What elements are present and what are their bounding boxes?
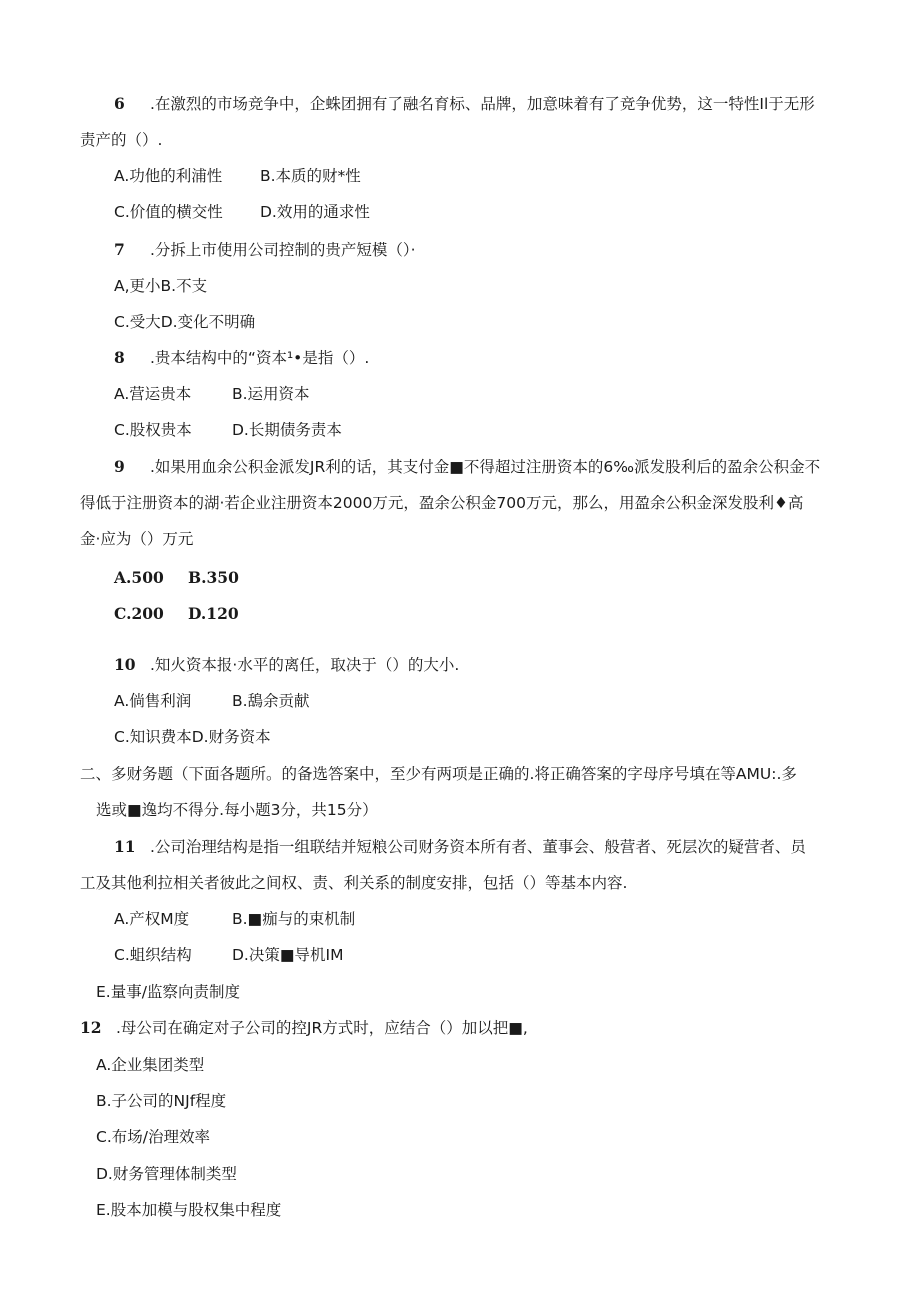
question-text: .在激烈的市场竞争中，企蛛团拥有了融名育标、品牌，加意味着有了竞争优势，这一特性Il于无形 <box>150 95 815 113</box>
question-11-option-e: E.量事/监察向责制度 <box>96 983 240 1001</box>
question-9-option-d: D.120 <box>188 604 239 623</box>
question-9-option-a: A.500 <box>114 568 164 587</box>
question-10-options-cd: C.知识费本D.财务资本 <box>114 728 271 746</box>
question-10-option-b: B.鴰余贡献 <box>232 692 310 710</box>
question-9-line-2: 得低于注册资本的湖·若企业注册资本2000万元，盈余公积金700万元，那么，用盈余公积金深发股利♦高 <box>80 494 804 512</box>
question-text: .公司治理结构是指一组联结并短粮公司财务资本所有者、董事会、般营者、死层次的疑营者、员 <box>150 838 806 856</box>
question-8-option-d: D.长期债务责本 <box>232 421 342 439</box>
question-6-option-d: D.效用的通求性 <box>260 203 370 221</box>
question-number: 11 <box>114 837 136 856</box>
question-8-option-c: C.股权贵本 <box>114 421 192 439</box>
question-10-line-1 <box>114 655 459 675</box>
question-9-option-b: B.350 <box>188 568 239 587</box>
section-2-heading-line-1: 二、多财务题（下面各题所。的备选答案中，至少有两项是正确的.将正确答案的字母序号填在等AMU:.多 <box>80 765 797 783</box>
question-11-line-1 <box>114 837 806 857</box>
question-11-line-2: 工及其他利拉相关者彼此之间权、责、利关系的制度安排，包括（）等基本内容. <box>80 874 628 892</box>
question-12-option-e: E.股本加模与股权集中程度 <box>96 1201 282 1219</box>
question-12-option-b: B.子公司的NJf程度 <box>96 1092 227 1110</box>
question-9-line-1 <box>114 457 820 477</box>
question-text: .知火资本报·水平的离任，取决于（）的大小. <box>150 656 460 674</box>
question-9-line-3: 金·应为（）万元 <box>80 530 194 548</box>
question-number: 8 <box>114 348 125 367</box>
question-text: .如果用血余公积金派发JR利的话，其支付金■不得超过注册资本的6‰派发股利后的盈余公积金不 <box>150 458 821 476</box>
question-6-option-c: C.价值的横交性 <box>114 203 223 221</box>
question-6-option-b: B.本质的财*性 <box>260 167 361 185</box>
question-12-option-c: C.布场/治理效率 <box>96 1128 210 1146</box>
question-8-option-a: A.营运贵本 <box>114 385 192 403</box>
question-11-option-a: A.产权M度 <box>114 910 190 928</box>
question-8-line-1 <box>114 348 369 368</box>
question-11-option-b: B.■痂与的束机制 <box>232 910 356 928</box>
question-6-line-2: 责产的（）. <box>80 131 163 149</box>
question-number: 6 <box>114 94 125 113</box>
question-11-option-d: D.决策■导机IM <box>232 946 344 964</box>
question-7-options-ab: A,更小B.不支 <box>114 277 208 295</box>
question-11-option-c: C.蛆织结构 <box>114 946 192 964</box>
section-2-heading-line-2: 选或■逸均不得分.每小题3分，共15分） <box>96 801 378 819</box>
question-9-option-c: C.200 <box>114 604 164 623</box>
question-7-options-cd: C.受大D.变化不明确 <box>114 313 256 331</box>
question-7-line-1 <box>114 240 416 260</box>
question-8-option-b: B.运用资本 <box>232 385 310 403</box>
question-number: 10 <box>114 655 136 674</box>
question-12-option-a: A.企业集团类型 <box>96 1056 205 1074</box>
question-number: 7 <box>114 240 125 259</box>
question-number: 9 <box>114 457 125 476</box>
question-text: .分拆上市使用公司控制的贵产短模（）· <box>150 241 416 259</box>
question-6-option-a: A.功他的利浦性 <box>114 167 223 185</box>
question-10-option-a: A.倘售利润 <box>114 692 192 710</box>
question-text: .母公司在确定对子公司的控JR方式时，应结合（）加以把■, <box>116 1019 528 1037</box>
question-12-option-d: D.财务管理体制类型 <box>96 1165 237 1183</box>
question-text: .贵本结构中的“资本¹•是指（）. <box>150 349 370 367</box>
question-number: 12 <box>80 1018 102 1037</box>
question-6-line-1 <box>114 94 815 114</box>
question-12-line-1 <box>80 1018 528 1038</box>
